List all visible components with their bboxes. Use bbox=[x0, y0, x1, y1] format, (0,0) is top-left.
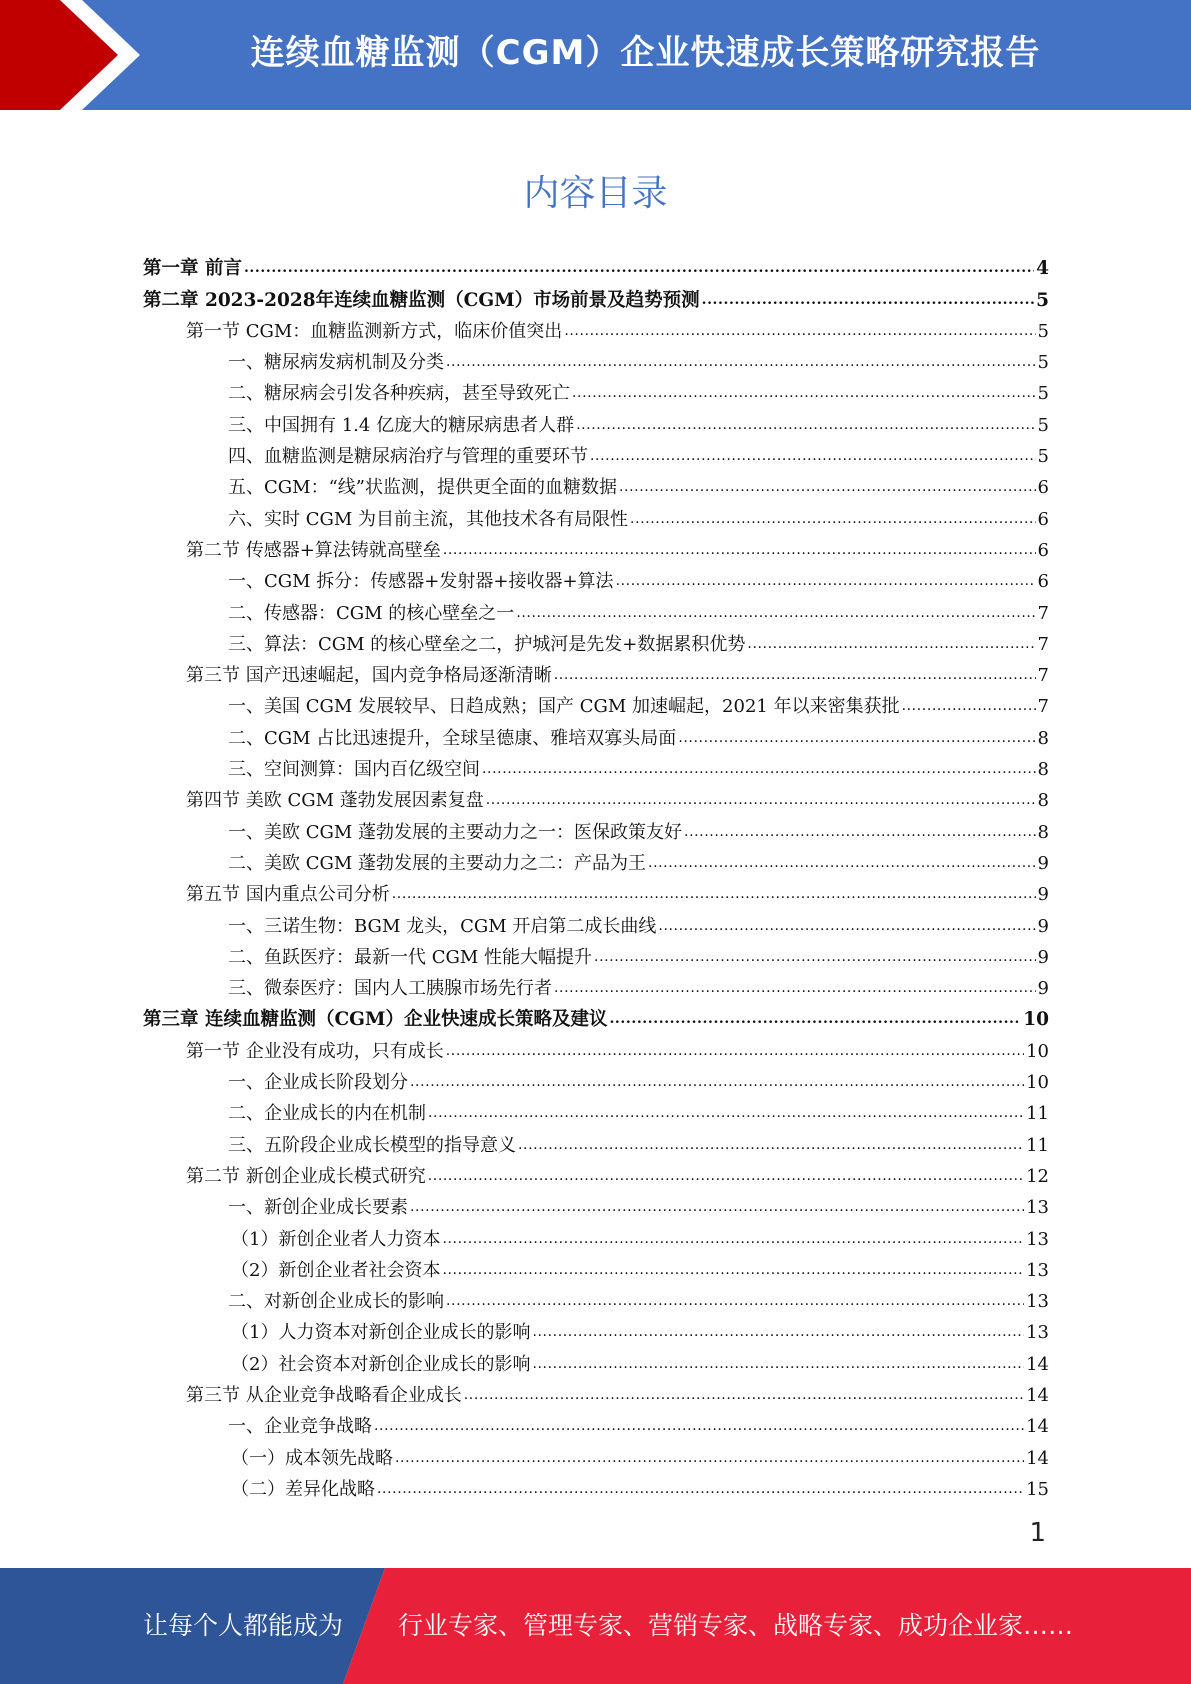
toc-leader-dots bbox=[446, 1041, 1024, 1063]
toc-entry-page: 4 bbox=[1036, 258, 1049, 280]
toc-leader-dots bbox=[564, 321, 1035, 343]
toc-leader-dots bbox=[619, 477, 1036, 499]
toc-leader-dots bbox=[443, 540, 1036, 562]
toc-leader-dots bbox=[609, 1009, 1021, 1031]
toc-entry[interactable] bbox=[143, 1129, 1049, 1160]
toc-entry[interactable] bbox=[143, 1192, 1049, 1223]
toc-leader-dots bbox=[244, 258, 1034, 280]
footer-slogan-left: 让每个人都能成为 bbox=[143, 1611, 344, 1640]
toc-entry-page: 6 bbox=[1037, 539, 1049, 561]
toc-entry[interactable] bbox=[143, 1411, 1049, 1442]
toc-entry-page: 13 bbox=[1026, 1291, 1049, 1313]
toc-entry[interactable] bbox=[143, 660, 1049, 691]
toc-heading: 内容目录 bbox=[523, 173, 668, 214]
toc-entry-title: 第四节 美欧 CGM 蓬勃发展因素复盘 bbox=[186, 790, 484, 812]
toc-entry-page: 9 bbox=[1037, 946, 1049, 968]
toc-entry[interactable] bbox=[143, 1255, 1049, 1286]
toc-entry[interactable] bbox=[143, 1474, 1049, 1505]
toc-leader-dots bbox=[392, 884, 1036, 906]
toc-entry-page: 9 bbox=[1037, 978, 1049, 1000]
toc-leader-dots bbox=[374, 1416, 1024, 1438]
toc-entry[interactable] bbox=[143, 1098, 1049, 1129]
toc-entry[interactable] bbox=[143, 691, 1049, 722]
table-of-contents bbox=[143, 253, 1049, 1505]
toc-leader-dots bbox=[446, 1291, 1024, 1313]
toc-entry-page: 8 bbox=[1037, 759, 1049, 781]
toc-entry-title: 第一节 CGM：血糖监测新方式，临床价值突出 bbox=[186, 320, 563, 342]
toc-entry-title: 一、CGM 拆分：传感器+发射器+接收器+算法 bbox=[228, 571, 614, 593]
toc-entry[interactable] bbox=[143, 503, 1049, 534]
toc-entry-page: 13 bbox=[1026, 1322, 1049, 1344]
page-footer bbox=[0, 1568, 1191, 1684]
toc-leader-dots bbox=[658, 916, 1035, 938]
toc-entry-title: 一、企业竞争战略 bbox=[228, 1416, 372, 1438]
toc-entry-title: 第三节 从企业竞争战略看企业成长 bbox=[186, 1384, 462, 1406]
toc-leader-dots bbox=[648, 853, 1036, 875]
toc-entry-title: 第二节 新创企业成长模式研究 bbox=[186, 1165, 426, 1187]
toc-entry[interactable] bbox=[143, 1161, 1049, 1192]
toc-entry-page: 11 bbox=[1026, 1103, 1049, 1125]
toc-entry-title: 三、中国拥有 1.4 亿庞大的糖尿病患者人群 bbox=[228, 414, 575, 436]
toc-leader-dots bbox=[486, 790, 1036, 812]
toc-entry-title: （2）社会资本对新创企业成长的影响 bbox=[231, 1353, 531, 1375]
toc-entry[interactable] bbox=[143, 1380, 1049, 1411]
toc-entry-title: 四、血糖监测是糖尿病治疗与管理的重要环节 bbox=[228, 446, 588, 468]
toc-entry-title: 二、企业成长的内在机制 bbox=[228, 1103, 426, 1125]
toc-leader-dots bbox=[684, 822, 1036, 844]
toc-entry-title: 一、糖尿病发病机制及分类 bbox=[228, 352, 444, 374]
toc-entry-page: 14 bbox=[1026, 1416, 1049, 1438]
toc-entry[interactable] bbox=[143, 629, 1049, 660]
toc-leader-dots bbox=[532, 1322, 1024, 1344]
toc-entry-page: 8 bbox=[1037, 727, 1049, 749]
toc-entry-page: 14 bbox=[1026, 1353, 1049, 1375]
toc-entry-title: 五、CGM：“线”状监测，提供更全面的血糖数据 bbox=[228, 477, 617, 499]
toc-entry-title: 第三节 国产迅速崛起，国内竞争格局逐渐清晰 bbox=[186, 665, 552, 687]
toc-leader-dots bbox=[464, 1385, 1024, 1407]
toc-leader-dots bbox=[428, 1103, 1024, 1125]
toc-entry-page: 7 bbox=[1037, 633, 1049, 655]
toc-entry[interactable] bbox=[143, 472, 1049, 503]
toc-entry-page: 5 bbox=[1037, 446, 1049, 468]
toc-entry[interactable] bbox=[143, 597, 1049, 628]
toc-entry[interactable] bbox=[143, 879, 1049, 910]
toc-entry-page: 10 bbox=[1026, 1040, 1049, 1062]
toc-entry-page: 8 bbox=[1037, 821, 1049, 843]
toc-entry-page: 7 bbox=[1037, 602, 1049, 624]
toc-leader-dots bbox=[554, 665, 1036, 687]
toc-entry-page: 13 bbox=[1026, 1259, 1049, 1281]
toc-entry[interactable] bbox=[143, 316, 1049, 347]
toc-leader-dots bbox=[554, 978, 1036, 1000]
toc-entry-title: 二、糖尿病会引发各种疾病，甚至导致死亡 bbox=[228, 383, 570, 405]
toc-entry[interactable] bbox=[143, 253, 1049, 284]
toc-entry[interactable] bbox=[143, 535, 1049, 566]
toc-entry-page: 8 bbox=[1037, 790, 1049, 812]
toc-entry-page: 12 bbox=[1026, 1165, 1049, 1187]
toc-leader-dots bbox=[678, 728, 1035, 750]
toc-entry-page: 5 bbox=[1037, 414, 1049, 436]
toc-entry-page: 9 bbox=[1037, 915, 1049, 937]
toc-entry[interactable] bbox=[143, 1035, 1049, 1066]
page-header bbox=[0, 0, 1191, 110]
toc-entry-title: 一、三诺生物：BGM 龙头，CGM 开启第二成长曲线 bbox=[228, 915, 657, 937]
toc-entry-page: 5 bbox=[1037, 352, 1049, 374]
toc-entry-page: 13 bbox=[1026, 1228, 1049, 1250]
toc-entry-title: 三、空间测算：国内百亿级空间 bbox=[228, 759, 480, 781]
toc-entry[interactable] bbox=[143, 347, 1049, 378]
toc-entry-page: 13 bbox=[1026, 1197, 1049, 1219]
toc-entry-page: 9 bbox=[1037, 852, 1049, 874]
toc-entry-page: 5 bbox=[1037, 320, 1049, 342]
toc-leader-dots bbox=[594, 947, 1036, 969]
toc-leader-dots bbox=[630, 509, 1036, 531]
toc-entry-title: 第二章 2023-2028年连续血糖监测（CGM）市场前景及趋势预测 bbox=[143, 289, 700, 311]
toc-entry-title: （一）成本领先战略 bbox=[231, 1447, 393, 1469]
toc-leader-dots bbox=[446, 352, 1036, 374]
toc-entry[interactable] bbox=[143, 754, 1049, 785]
toc-leader-dots bbox=[532, 1354, 1024, 1376]
toc-entry-title: 一、美国 CGM 发展较早、日趋成熟；国产 CGM 加速崛起，2021 年以来密集获批 bbox=[228, 696, 900, 718]
toc-leader-dots bbox=[902, 696, 1036, 718]
toc-entry-page: 6 bbox=[1037, 571, 1049, 593]
toc-entry-title: （1）新创企业者人力资本 bbox=[231, 1228, 441, 1250]
toc-leader-dots bbox=[616, 571, 1036, 593]
toc-entry[interactable] bbox=[143, 441, 1049, 472]
toc-entry[interactable] bbox=[143, 1317, 1049, 1348]
toc-entry[interactable] bbox=[143, 910, 1049, 941]
toc-entry-page: 5 bbox=[1037, 383, 1049, 405]
toc-leader-dots bbox=[576, 415, 1035, 437]
page-number: 1 bbox=[1029, 1518, 1046, 1548]
toc-entry-page: 14 bbox=[1026, 1447, 1049, 1469]
toc-entry[interactable] bbox=[143, 409, 1049, 440]
toc-entry-page: 10 bbox=[1026, 1072, 1049, 1094]
toc-entry[interactable] bbox=[143, 1348, 1049, 1379]
toc-entry-page: 10 bbox=[1023, 1009, 1049, 1031]
toc-entry[interactable] bbox=[143, 942, 1049, 973]
toc-entry-title: 二、对新创企业成长的影响 bbox=[228, 1291, 444, 1313]
toc-leader-dots bbox=[518, 1135, 1024, 1157]
toc-entry-title: 三、五阶段企业成长模型的指导意义 bbox=[228, 1134, 516, 1156]
toc-entry-title: 第一节 企业没有成功，只有成长 bbox=[186, 1040, 444, 1062]
toc-entry-title: 二、传感器：CGM 的核心壁垒之一 bbox=[228, 602, 515, 624]
toc-entry[interactable] bbox=[143, 284, 1049, 315]
toc-entry-title: 六、实时 CGM 为目前主流，其他技术各有局限性 bbox=[228, 508, 629, 530]
toc-entry-title: 第五节 国内重点公司分析 bbox=[186, 884, 390, 906]
toc-entry-page: 6 bbox=[1037, 477, 1049, 499]
toc-entry-title: 一、美欧 CGM 蓬勃发展的主要动力之一：医保政策友好 bbox=[228, 821, 683, 843]
toc-entry[interactable] bbox=[143, 378, 1049, 409]
toc-entry-page: 6 bbox=[1037, 508, 1049, 530]
toc-entry-title: （1）人力资本对新创企业成长的影响 bbox=[231, 1322, 531, 1344]
toc-leader-dots bbox=[702, 290, 1035, 312]
toc-entry-page: 7 bbox=[1037, 665, 1049, 687]
toc-entry-title: （二）差异化战略 bbox=[231, 1478, 375, 1500]
toc-entry-title: 二、美欧 CGM 蓬勃发展的主要动力之二：产品为王 bbox=[228, 852, 647, 874]
toc-entry-page: 7 bbox=[1037, 696, 1049, 718]
toc-entry-page: 11 bbox=[1026, 1134, 1049, 1156]
toc-entry-title: 第二节 传感器+算法铸就高壁垒 bbox=[186, 539, 441, 561]
toc-entry-title: 第一章 前言 bbox=[143, 258, 242, 280]
footer-slogan-right: 行业专家、管理专家、营销专家、战略专家、成功企业家…… bbox=[398, 1611, 1074, 1640]
toc-entry[interactable] bbox=[143, 785, 1049, 816]
toc-leader-dots bbox=[590, 446, 1036, 468]
toc-entry-page: 9 bbox=[1037, 884, 1049, 906]
toc-entry-title: 三、微泰医疗：国内人工胰腺市场先行者 bbox=[228, 978, 552, 1000]
toc-leader-dots bbox=[428, 1166, 1024, 1188]
toc-leader-dots bbox=[377, 1479, 1024, 1501]
toc-entry-title: （2）新创企业者社会资本 bbox=[231, 1259, 441, 1281]
toc-entry-title: 三、算法：CGM 的核心壁垒之二，护城河是先发+数据累积优势 bbox=[228, 633, 746, 655]
toc-entry[interactable] bbox=[143, 1442, 1049, 1473]
report-title: 连续血糖监测（CGM）企业快速成长策略研究报告 bbox=[250, 33, 1041, 73]
toc-leader-dots bbox=[747, 634, 1035, 656]
toc-leader-dots bbox=[410, 1072, 1024, 1094]
toc-entry[interactable] bbox=[143, 566, 1049, 597]
toc-entry-title: 一、新创企业成长要素 bbox=[228, 1197, 408, 1219]
toc-entry-title: 一、企业成长阶段划分 bbox=[228, 1072, 408, 1094]
toc-entry[interactable] bbox=[143, 722, 1049, 753]
toc-entry[interactable] bbox=[143, 1067, 1049, 1098]
toc-entry[interactable] bbox=[143, 1223, 1049, 1254]
toc-leader-dots bbox=[410, 1197, 1024, 1219]
toc-leader-dots bbox=[442, 1229, 1024, 1251]
toc-entry[interactable] bbox=[143, 1286, 1049, 1317]
toc-leader-dots bbox=[482, 759, 1036, 781]
toc-entry[interactable] bbox=[143, 848, 1049, 879]
toc-entry[interactable] bbox=[143, 973, 1049, 1004]
toc-leader-dots bbox=[516, 603, 1035, 625]
toc-entry-title: 第三章 连续血糖监测（CGM）企业快速成长策略及建议 bbox=[143, 1009, 608, 1031]
toc-entry-page: 5 bbox=[1036, 289, 1049, 311]
toc-entry-title: 二、鱼跃医疗：最新一代 CGM 性能大幅提升 bbox=[228, 946, 593, 968]
toc-leader-dots bbox=[572, 383, 1036, 405]
toc-leader-dots bbox=[442, 1260, 1024, 1282]
toc-entry-page: 15 bbox=[1026, 1478, 1049, 1500]
toc-entry-page: 14 bbox=[1026, 1384, 1049, 1406]
toc-entry[interactable] bbox=[143, 816, 1049, 847]
toc-entry[interactable] bbox=[143, 1004, 1049, 1035]
toc-entry-title: 二、CGM 占比迅速提升，全球呈德康、雅培双寡头局面 bbox=[228, 727, 677, 749]
toc-leader-dots bbox=[395, 1448, 1024, 1470]
